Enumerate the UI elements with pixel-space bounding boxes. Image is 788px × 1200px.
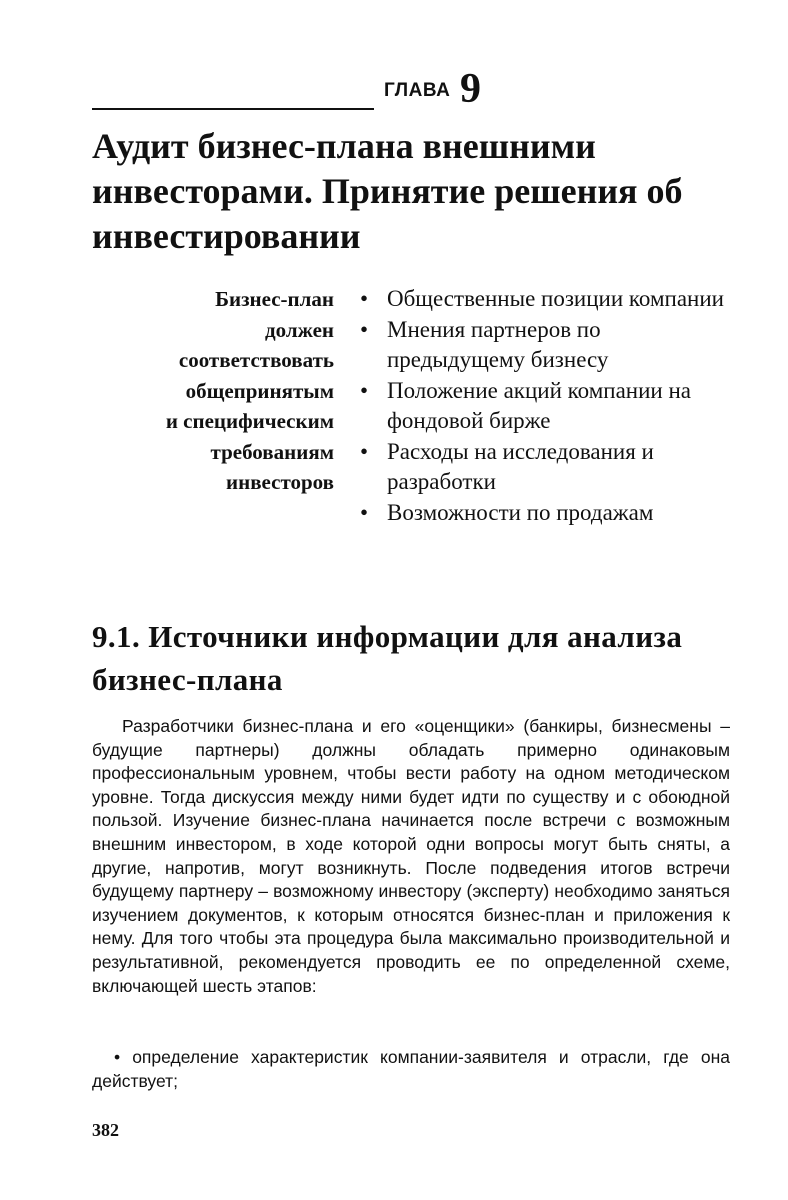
section-title: 9.1. Источники информации для анализа бизнес-плана [92, 619, 683, 697]
requirement-item: • Общественные позиции компании [360, 284, 738, 315]
chapter-rule [92, 108, 374, 110]
aside-line: и специфическим [165, 409, 334, 433]
requirement-item: • Положение акций компании на фондовой бирже [360, 376, 738, 437]
chapter-title: Аудит бизнес-плана внешними инвесторами. Принятие решения об инвестировании [92, 126, 683, 256]
chapter-number: 9 [460, 66, 481, 112]
aside-line: требованиям [210, 439, 334, 464]
chapter-heading [92, 66, 482, 114]
aside-line: инвесторов [226, 470, 334, 494]
requirement-item: • Мнения партнеров по предыдущему бизнесу [360, 315, 738, 376]
requirement-item: • Возможности по продажам [360, 498, 738, 529]
page-number: 382 [92, 1120, 119, 1140]
requirements-list [360, 284, 738, 528]
aside-line: должен [265, 317, 334, 342]
aside-line: соответствовать [178, 348, 334, 372]
aside-line: общепринятым [185, 378, 334, 403]
aside-line: Бизнес-план [215, 287, 334, 311]
body-bullet-item: • определение характеристик компании-заявителя и отрасли, где она действует; [92, 1047, 730, 1091]
aside-note [92, 284, 334, 498]
body-paragraph: Разработчики бизнес-плана и его «оценщики» (банкиры, бизнесмены – будущие партнеры) должны обладать примерно одинаковым профессиональным уровнем, чтобы вести работу на одном методическом уровне. Тогда дискуссия между ними будет идти по существу и с обоюдной пользой. Изучение бизнес-плана начинается после встречи с возможным внешним инвестором, в ходе которой одни вопросы могут быть сняты, а другие, напротив, могут возникнуть. После подведения итогов встречи будущему партнеру – возможному инвестору (эксперту) необходимо заняться изучением документов, к которым относятся бизнес-план и приложения к нему. Для того чтобы эта процедура была максимально производительной и результативной, рекомендуется проводить ее по определенной схеме, включающей шесть этапов: [92, 716, 730, 996]
requirement-item: • Расходы на исследования и разработки [360, 437, 738, 498]
chapter-label: ГЛАВА [384, 80, 451, 101]
